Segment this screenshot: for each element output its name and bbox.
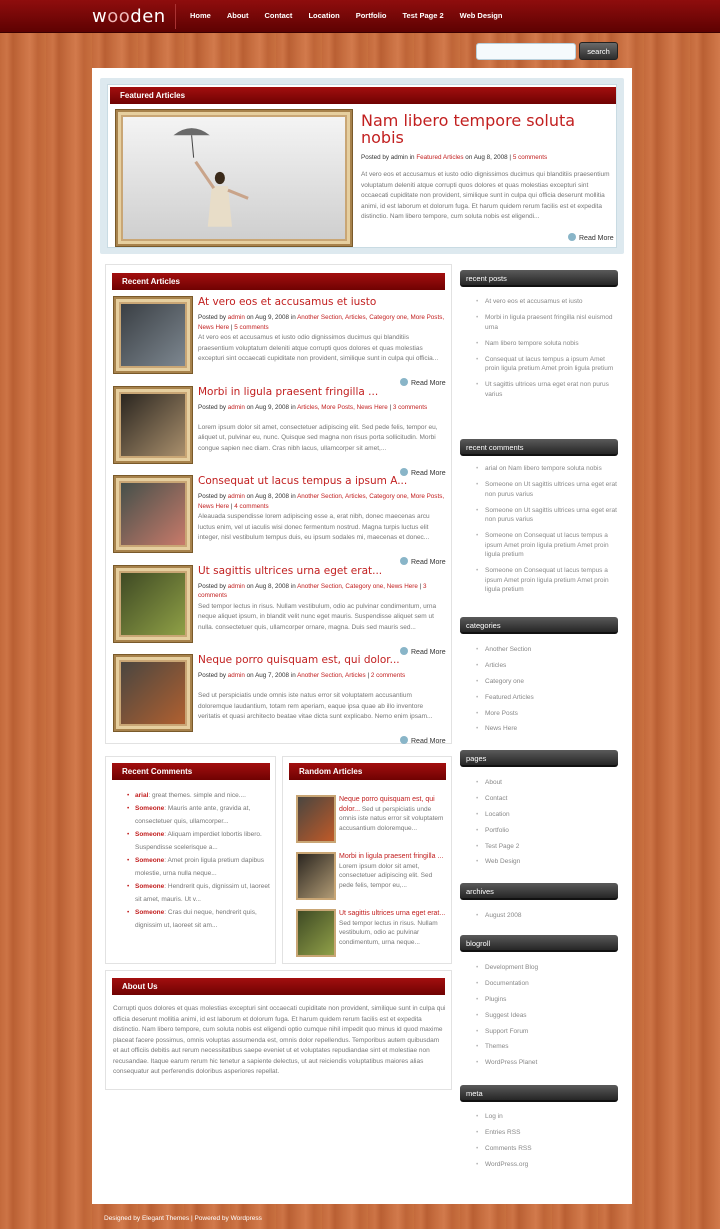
- nav-home[interactable]: Home: [190, 11, 211, 20]
- author-link[interactable]: admin: [227, 582, 245, 590]
- nav-web-design[interactable]: Web Design: [459, 11, 503, 20]
- footer-credits: Designed by Elegant Themes | Powered by Wordpress: [104, 1215, 262, 1222]
- comments-link[interactable]: 3 comments: [392, 403, 428, 411]
- article-image: [121, 394, 185, 456]
- sidebar-link[interactable]: • Consequat ut lacus tempus a ipsum Amet proin ligula pretium Amet proin ligula pretium: [476, 355, 621, 374]
- comment-text: : Aliquam imperdiet lobortis libero. Suspendisse scelerisque a...: [135, 831, 262, 851]
- sidebar-link[interactable]: • Featured Articles: [476, 693, 621, 703]
- comment-author: Someone: [135, 805, 165, 812]
- sidebar-link[interactable]: • arial on Nam libero tempore soluta nobis: [476, 464, 621, 474]
- sidebar-link[interactable]: • Category one: [476, 677, 621, 687]
- arrow-circle-icon: [568, 233, 576, 241]
- comment-text: : Hendrerit quis, dignissim ut, laoreet sit amet, mauris. Ut v...: [135, 883, 270, 903]
- article-image: [121, 483, 185, 545]
- comment-text: : Mauris ante ante, gravida at, consectetuer quis, ullamcorper...: [135, 805, 251, 825]
- sidebar-heading-meta: meta: [460, 1085, 618, 1102]
- article-title[interactable]: Ut sagittis ultrices urna eget erat...: [198, 564, 383, 577]
- random-title-link[interactable]: Ut sagittis ultrices urna eget erat...: [339, 910, 446, 917]
- comment-item[interactable]: [130, 802, 272, 828]
- author-link[interactable]: admin: [227, 314, 245, 321]
- meta-separator: |: [387, 403, 393, 411]
- random-thumbnail[interactable]: [296, 795, 336, 843]
- random-title-link[interactable]: Morbi in ligula praesent fringilla ...: [339, 853, 444, 860]
- meta-prefix: Posted by admin in: [361, 154, 417, 161]
- comment-item[interactable]: [130, 906, 272, 932]
- meta-label: Posted by: [198, 314, 228, 321]
- sidebar-link[interactable]: • Support Forum: [476, 1027, 621, 1037]
- comments-link[interactable]: 3 comments: [198, 582, 427, 599]
- category-links[interactable]: Another Section, Articles, Category one, More Posts, News Here: [198, 314, 445, 331]
- featured-comments-link[interactable]: 5 comments: [512, 154, 548, 161]
- read-more-link[interactable]: [400, 736, 446, 745]
- article-thumbnail[interactable]: [114, 476, 192, 552]
- read-more-label: Read More: [411, 559, 446, 566]
- sidebar-link[interactable]: • More Posts: [476, 709, 621, 719]
- sidebar-link[interactable]: • Someone on Ut sagittis ultrices urna eget erat non purus varius: [476, 480, 621, 499]
- comment-item[interactable]: [130, 828, 272, 854]
- article-image: [121, 304, 185, 366]
- recent-comments-heading: Recent Comments: [112, 763, 270, 780]
- sidebar-blogroll: [476, 963, 621, 1074]
- article-thumbnail[interactable]: [114, 566, 192, 642]
- read-more-label: Read More: [411, 469, 446, 477]
- sidebar-link[interactable]: • Comments RSS: [476, 1144, 621, 1154]
- sidebar-link[interactable]: • Portfolio: [476, 826, 621, 836]
- sidebar-link[interactable]: • Another Section: [476, 645, 621, 655]
- comments-link[interactable]: 2 comments: [370, 672, 406, 679]
- sidebar-heading-pages: pages: [460, 750, 618, 767]
- meta-separator: |: [229, 323, 235, 331]
- sidebar-heading-blogroll: blogroll: [460, 935, 618, 952]
- nav-contact[interactable]: Contact: [264, 11, 293, 20]
- sidebar-link[interactable]: • About: [476, 778, 621, 788]
- arrow-circle-icon: [400, 736, 408, 744]
- article-meta: [198, 313, 446, 332]
- about-heading: About Us: [112, 978, 445, 995]
- random-title-link[interactable]: Neque porro quisquam est, qui dolor...: [339, 796, 435, 813]
- category-links[interactable]: Another Section, Category one, News Here: [297, 582, 418, 590]
- sidebar-link[interactable]: • WordPress Planet: [476, 1058, 621, 1068]
- featured-image: [123, 117, 345, 239]
- meta-label: Posted by: [198, 582, 228, 590]
- article-title[interactable]: Morbi in ligula praesent fringilla ...: [198, 385, 379, 398]
- sidebar-link[interactable]: • Web Design: [476, 857, 621, 867]
- sidebar-link[interactable]: • Ut sagittis ultrices urna eget erat non purus varius: [476, 380, 621, 399]
- meta-date: on Aug 7, 2008 in: [244, 672, 298, 679]
- article-title[interactable]: Consequat ut lacus tempus a ipsum A...: [198, 475, 408, 487]
- meta-label: Posted by: [198, 672, 228, 679]
- random-thumbnail[interactable]: [296, 909, 336, 957]
- author-link[interactable]: admin: [227, 672, 245, 679]
- about-text: Corrupti quos dolores et quas molestias excepturi sint occaecati cupiditate non provident, similique sunt in culpa qui officia deserunt mollitia animi, id est laborum et dolorum fuga. Et harum quidem rerum facilis est et expedita distinctio. Nam libero tempore, cum soluta nobis est eligendi optio cumque nihil impedit quo minus id quod maxime placeat facere possimus, omnis voluptas assumenda est, omnis dolor repellendus. Temporibus autem quibusdam et aut officiis debitis aut rerum necessitatibus saepe eveniet ut et voluptates repudiandae sint et molestiae non recusandae. Itaque earum rerum hic tenetur a sapiente delectus, ut aut reiciendis voluptatibus maiores alias consequatur aut perferendis doloribus asperiores repellat.: [113, 1005, 446, 1075]
- read-more-label: Read More: [411, 738, 446, 745]
- comment-author: Someone: [135, 857, 165, 864]
- sidebar-link[interactable]: • Nam libero tempore soluta nobis: [476, 339, 621, 349]
- random-excerpt: Lorem ipsum dolor sit amet, consectetuer adipiscing elit. Sed pede felis, tempor eu,...: [339, 862, 433, 889]
- meta-separator: |: [417, 582, 423, 590]
- comment-author: Someone: [135, 883, 165, 890]
- sidebar-link[interactable]: • Articles: [476, 661, 621, 671]
- author-link[interactable]: admin: [227, 403, 245, 411]
- featured-excerpt: At vero eos et accusamus et iusto odio dignissimos ducimus qui blanditiis praesentium voluptatum deleniti atque corrupti quos dolores et quas molestias excepturi sint occaecati cupiditate non provident, similique sunt in culpa qui officia deserunt mollitia animi, id est laborum et dolorum fuga. Et harum quidem rerum facilis est et expedita distinctio. Nam libero tempore, cum soluta nobis est eligendi...: [361, 171, 610, 220]
- meta-date: on Aug 9, 2008 in: [244, 403, 298, 411]
- site-logo[interactable]: [92, 6, 166, 27]
- sidebar-heading-recent-posts: recent posts: [460, 270, 618, 287]
- read-more-label: Read More: [411, 648, 446, 656]
- article-thumbnail[interactable]: [114, 297, 192, 373]
- read-more-label: Read More: [579, 235, 614, 242]
- comment-item[interactable]: [130, 789, 272, 802]
- sidebar-link[interactable]: • Location: [476, 810, 621, 820]
- sidebar-link[interactable]: • Someone on Consequat ut lacus tempus a ipsum Amet proin ligula pretium Amet proin ligula pretium: [476, 531, 621, 560]
- logo-text: wooden: [92, 6, 166, 27]
- sidebar-link[interactable]: • News Here: [476, 724, 621, 734]
- article-meta: [198, 671, 446, 681]
- sidebar-recent-comments: [476, 464, 621, 601]
- top-bar: [0, 0, 720, 33]
- featured-section: [100, 78, 624, 254]
- featured-image-frame[interactable]: [116, 110, 352, 246]
- nav-about[interactable]: About: [226, 11, 249, 20]
- comment-text: : Amet proin ligula pretium dapibus molestie, urna nulla neque...: [135, 857, 264, 877]
- article-title[interactable]: Neque porro quisquam est, qui dolor...: [198, 654, 400, 666]
- comment-item[interactable]: [130, 880, 272, 906]
- recent-articles-heading: Recent Articles: [112, 273, 445, 290]
- main-nav: [182, 0, 510, 33]
- meta-separator: |: [365, 672, 371, 679]
- meta-label: Posted by: [198, 403, 228, 411]
- sidebar-link[interactable]: • Plugins: [476, 995, 621, 1005]
- article-excerpt: Sed tempor lectus in risus. Nullam vestibulum, odio ac pulvinar condimentum, urna neque aliquet ipsum, in blandit velit nunc eget mauris. Suspendisse aliquet sem ut nulla. consectetuer quis, ullamcorper ornare, magna. Duis sed mauris sed...: [198, 602, 437, 631]
- nav-portfolio[interactable]: Portfolio: [355, 11, 387, 20]
- category-links[interactable]: Another Section, Articles, Category one, More Posts, News Here: [198, 493, 445, 510]
- recent-comments-box: [105, 756, 276, 964]
- logo-divider: [175, 4, 176, 29]
- comments-link[interactable]: 5 comments: [234, 323, 269, 331]
- random-thumbnail[interactable]: [296, 852, 336, 900]
- sidebar-heading-archives: archives: [460, 883, 618, 900]
- article-thumbnail[interactable]: [114, 655, 192, 731]
- article-meta: [198, 582, 446, 601]
- author-link[interactable]: admin: [227, 493, 245, 500]
- comment-text: : Cras dui neque, hendrerit quis, dignissim ut, laoreet sit am...: [135, 909, 257, 929]
- article-meta: [198, 403, 446, 413]
- random-excerpt: Sed tempor lectus in risus. Nullam vestibulum, odio ac pulvinar condimentum, urna neque...: [339, 919, 438, 946]
- sidebar-categories: [476, 645, 621, 740]
- featured-title[interactable]: Nam libero tempore soluta nobis: [361, 111, 576, 147]
- comment-text: : great themes. simple and nice....: [148, 792, 246, 799]
- random-entry: [339, 795, 447, 833]
- meta-date: on Aug 8, 2008 |: [463, 154, 513, 161]
- article-excerpt: Lorem ipsum dolor sit amet, consectetuer adipiscing elit. Sed pede felis, tempor eu, aliquet ut, pulvinar eu, nunc. Quisque sed magna non risus porta sollicitudin. Morbi congue sapien nec diam. Cras nibh lacus, ullamcorper sit amet,...: [198, 423, 438, 452]
- article-excerpt: Aleauada suspendisse lorem adipiscing esse a, erat nibh, donec maecenas arcu luctus enim, vel ut iaculis wisi donec fermentum nostrud. Magna turpis luctus elit integer, nisl vestibulum tempus duis, eu ipsum sodales mi, maecenas et donec...: [198, 513, 430, 541]
- comment-author: arial: [135, 792, 149, 799]
- sidebar-link[interactable]: • WordPress.org: [476, 1160, 621, 1170]
- category-links[interactable]: Articles, More Posts, News Here: [297, 403, 388, 411]
- sidebar-link[interactable]: • Entries RSS: [476, 1128, 621, 1138]
- sidebar-link[interactable]: • Morbi in ligula praesent fringilla nisl euismod urna: [476, 313, 621, 332]
- sidebar-link[interactable]: • August 2008: [476, 911, 621, 921]
- nav-location[interactable]: Location: [308, 11, 340, 20]
- article-title[interactable]: At vero eos et accusamus et iusto: [198, 296, 377, 308]
- sidebar-archives: [476, 911, 621, 927]
- sidebar-pages: [476, 778, 621, 873]
- search-button[interactable]: search: [579, 42, 618, 60]
- featured-box: [107, 84, 617, 248]
- random-entry: [339, 852, 447, 890]
- sidebar-link[interactable]: • Themes: [476, 1042, 621, 1052]
- random-entry: [339, 909, 447, 947]
- sidebar-link[interactable]: • At vero eos et accusamus et iusto: [476, 297, 621, 307]
- article-excerpt: Sed ut perspiciatis unde omnis iste natus error sit voluptatem accusantium doloremque laudantium, totam rem aperiam, eaque ipsa quae ab illo inventore veritatis et quasi architecto beatae vitae dicta sunt explicabo. Nemo enim ipsam...: [198, 692, 433, 720]
- article-thumbnail[interactable]: [114, 387, 192, 463]
- read-more-label: Read More: [411, 380, 446, 387]
- article-image: [121, 662, 185, 724]
- sidebar-link[interactable]: • Development Blog: [476, 963, 621, 973]
- sidebar-heading-categories: categories: [460, 617, 618, 634]
- meta-separator: |: [229, 502, 235, 510]
- sidebar-link[interactable]: • Someone on Ut sagittis ultrices urna eget erat non purus varius: [476, 506, 621, 525]
- comment-author: Someone: [135, 831, 165, 838]
- article-meta: [198, 492, 446, 511]
- meta-date: on Aug 9, 2008 in: [244, 314, 298, 321]
- comments-link[interactable]: 4 comments: [234, 502, 269, 510]
- random-articles-heading: Random Articles: [289, 763, 446, 780]
- comment-author: Someone: [135, 909, 165, 916]
- search-input[interactable]: [476, 43, 576, 60]
- sidebar-recent-posts: [476, 297, 621, 406]
- sidebar-link[interactable]: • Suggest Ideas: [476, 1011, 621, 1021]
- meta-label: Posted by: [198, 493, 228, 500]
- comment-item[interactable]: [130, 854, 272, 880]
- sidebar-link[interactable]: • Log in: [476, 1112, 621, 1122]
- featured-category-link[interactable]: Featured Articles: [416, 154, 464, 161]
- sidebar-link[interactable]: • Test Page 2: [476, 842, 621, 852]
- sidebar-meta: [476, 1112, 621, 1176]
- about-box: [105, 970, 452, 1090]
- featured-read-more[interactable]: [568, 233, 614, 242]
- sidebar-link[interactable]: • Contact: [476, 794, 621, 804]
- sidebar-link[interactable]: • Someone on Consequat ut lacus tempus a ipsum Amet proin ligula pretium Amet proin ligula pretium: [476, 566, 621, 595]
- meta-date: on Aug 8, 2008 in: [244, 582, 298, 590]
- recent-comments-list: [130, 789, 272, 932]
- featured-heading: Featured Articles: [110, 87, 616, 104]
- nav-test-page-2[interactable]: Test Page 2: [402, 11, 444, 20]
- article-excerpt: At vero eos et accusamus et iusto odio dignissimos ducimus qui blanditiis praesentium voluptatum deleniti atque corrupti quos dolores et quas molestias excepturi sint occaecati cupiditate non provident, similique sunt in culpa qui officia...: [198, 334, 439, 362]
- sidebar-heading-recent-comments: recent comments: [460, 439, 618, 456]
- article-image: [121, 573, 185, 635]
- featured-meta: [361, 154, 616, 161]
- random-excerpt: Sed ut perspiciatis unde omnis iste natus error sit voluptatem accusantium doloremque...: [339, 805, 444, 832]
- sidebar-link[interactable]: • Documentation: [476, 979, 621, 989]
- meta-date: on Aug 8, 2008 in: [244, 493, 298, 500]
- category-links[interactable]: Another Section, Articles: [297, 672, 366, 679]
